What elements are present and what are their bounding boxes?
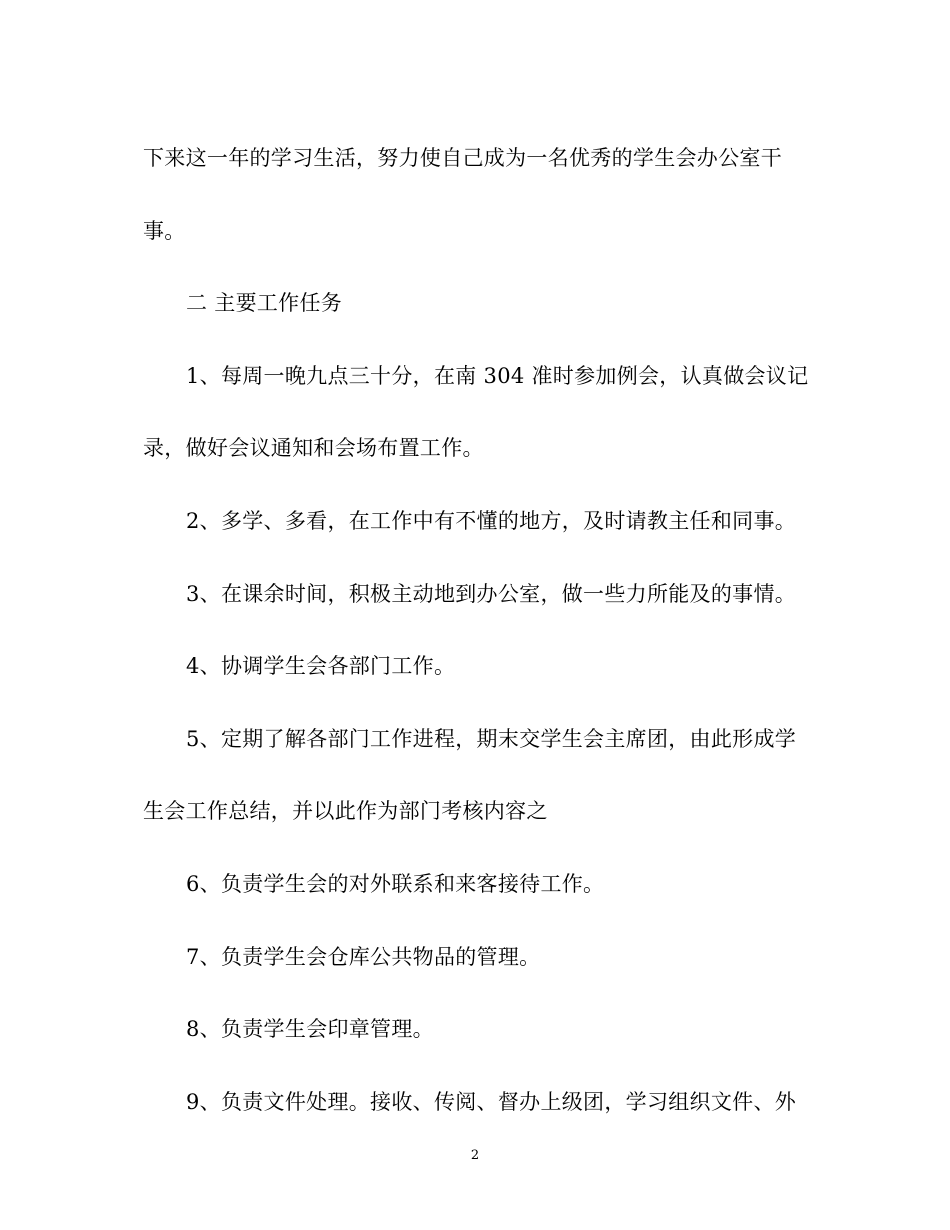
page-number: 2 xyxy=(470,1148,480,1163)
list-item: 8、负责学生会印章管理。 xyxy=(186,1017,434,1042)
list-item-continuation: 生会工作总结，并以此作为部门考核内容之 xyxy=(143,799,548,824)
section-heading: 二 主要工作任务 xyxy=(186,291,343,316)
list-item: 2、多学、多看，在工作中有不懂的地方，及时请教主任和同事。 xyxy=(186,508,797,533)
document-body xyxy=(143,122,808,1138)
text-line: 下来这一年的学习生活，努力使自己成为一名优秀的学生会办公室干 xyxy=(143,146,782,170)
list-item: 7、负责学生会仓库公共物品的管理。 xyxy=(186,944,541,969)
list-item: 4、协调学生会各部门工作。 xyxy=(186,654,456,679)
list-item: 6、负责学生会的对外联系和来客接待工作。 xyxy=(186,871,605,896)
list-item-continuation: 录，做好会议通知和会场布置工作。 xyxy=(143,436,484,461)
list-item: 1、每周一晚九点三十分，在南 304 准时参加例会，认真做会议记 xyxy=(186,363,809,388)
list-item: 5、定期了解各部门工作进程，期末交学生会主席团，由此形成学 xyxy=(186,726,797,751)
text-line: 事。 xyxy=(143,218,186,243)
list-item: 3、在课余时间，积极主动地到办公室，做一些力所能及的事情。 xyxy=(186,581,797,606)
list-item: 9、负责文件处理。接收、传阅、督办上级团，学习组织文件、外 xyxy=(186,1089,797,1114)
